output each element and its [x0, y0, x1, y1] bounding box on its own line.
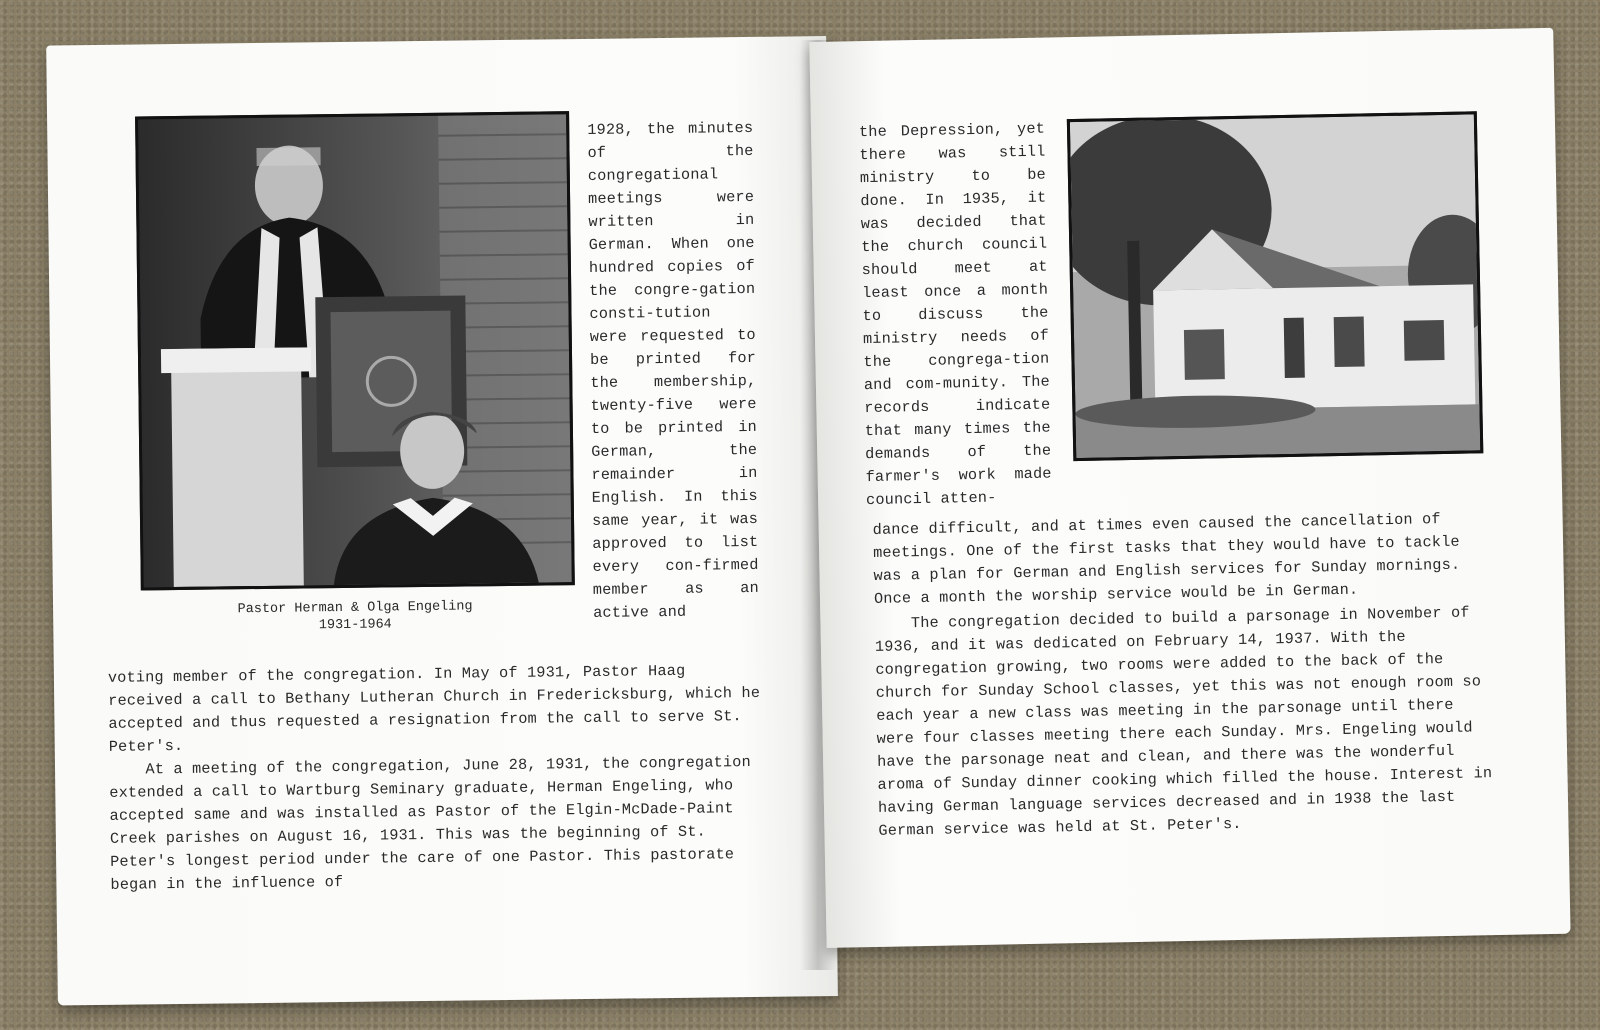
pastor-photo-image [138, 114, 572, 587]
photo-caption-name: Pastor Herman & Olga Engeling [237, 599, 473, 618]
right-page [809, 28, 1570, 948]
photo-caption [141, 597, 569, 636]
left-page [46, 36, 838, 1005]
left-paragraph-2: At a meeting of the congregation, June 28, 1931, the congregation extended a call to Wartburg Seminary graduate, Herman Engeling, who accepted same and was installed as Pastor of the Elgin-McDade-Paint Creek parishes on August 16, 1931. This was the beginning of St. Peter's longest period under the care of one Pastor. This pastorate began in the influence of [109, 753, 751, 894]
photo-caption-years: 1931-1964 [318, 617, 392, 634]
parsonage-photo-image [1070, 114, 1480, 458]
pastor-photo [135, 111, 575, 590]
right-paragraph-1: dance difficult, and at times even caused the cancellation of meetings. One of the first tasks that they would have to tackle was a plan for German and English services for Sunday mornings. Once a month the worship service would be in German. [872, 510, 1461, 608]
parsonage-photo [1067, 111, 1483, 461]
right-paragraph-2: The congregation decided to build a parsonage in November of 1936, and it was dedicated on February 14, 1937. With the congregation growing, two rooms were added to the back of the church for Sunday School classes, yet this was not enough room so each year a new class was meeting in the parsonage until there were four classes meeting there each Sunday. Mrs. Engeling would have the parsonage neat and clean, and there was the wonderful aroma of Sunday dinner cooking which filled the house. Interest in having German language services decreased and in 1938 the last German service was held at St. Peter's. [874, 603, 1493, 840]
left-column-text: 1928, the minutes of the congregational meetings were written in German. When one hundred copies of the congre-gation consti-tution were requested to be printed for the membership, twenty-five were to be printed in German, the remainder in English. In this same year, it was approved to list every con-firmed member as an active and [587, 118, 759, 622]
left-paragraph-1: voting member of the congregation. In May of 1931, Pastor Haag received a call to Bethany Lutheran Church in Fredericksburg, which he accepted and thus requested a resignation from the call to serve St. Peter's. [107, 661, 761, 756]
right-column-text: the Depression, yet there was still ministry to be done. In 1935, it was decided that the church council should meet at least once a month to discuss the ministry needs of the congrega-tion and com-munity. The records indicate that many times the demands of the farmer's work made council atten- [858, 119, 1052, 510]
